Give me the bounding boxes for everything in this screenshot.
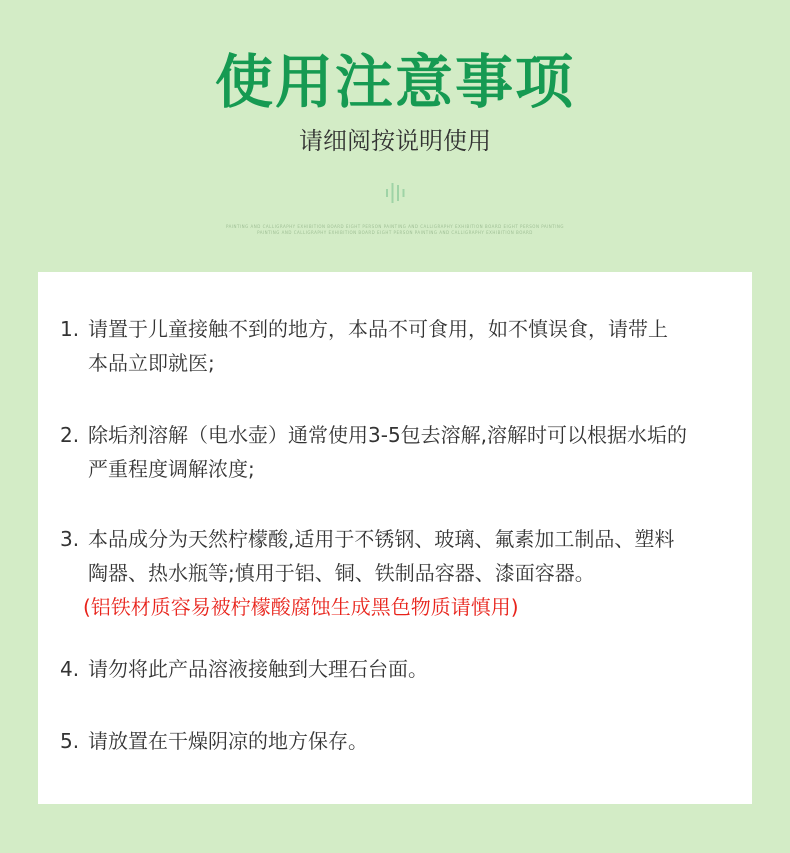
item-line: 除垢剂溶解（电水壶）通常使用3-5包去溶解,溶解时可以根据水垢的 xyxy=(88,423,688,447)
item-text xyxy=(88,724,750,758)
item-line: 本品立即就医; xyxy=(88,351,215,375)
page-title: 使用注意事项 xyxy=(214,48,575,116)
item-line: 请置于儿童接触不到的地方，本品不可食用，如不慎误食，请带上 xyxy=(88,317,668,341)
item-text xyxy=(83,522,750,624)
instruction-item-1 xyxy=(60,312,750,380)
item-number: 5. xyxy=(60,729,80,753)
item-line: 请放置在干燥阴凉的地方保存。 xyxy=(88,729,368,753)
instruction-item-2 xyxy=(60,418,750,486)
item-number: 3. xyxy=(60,527,80,551)
page-subtitle: 请细阅按说明使用 xyxy=(299,127,491,155)
fine-print-line: PAINTING AND CALLIGRAPHY EXHIBITION BOARD EIGHT PERSON PAINTING AND CALLIGRAPHY EXHIBITION BOARD xyxy=(257,230,533,235)
item-number: 2. xyxy=(60,423,80,447)
instruction-item-5 xyxy=(60,724,750,758)
instruction-item-3 xyxy=(60,522,750,624)
item-line: 严重程度调解浓度; xyxy=(88,457,255,481)
item-number: 1. xyxy=(60,317,80,341)
item-line: 本品成分为天然柠檬酸,适用于不锈钢、玻璃、氟素加工制品、塑料 xyxy=(88,527,675,551)
sound-bars-icon xyxy=(383,181,407,205)
item-line: 陶器、热水瓶等;慎用于铝、铜、铁制品容器、漆面容器。 xyxy=(88,561,595,585)
instructions-panel xyxy=(38,272,752,804)
item-text xyxy=(88,418,750,486)
item-text xyxy=(88,312,750,380)
instruction-item-4 xyxy=(60,652,750,686)
decorative-fine-print xyxy=(0,224,790,236)
item-number: 4. xyxy=(60,657,80,681)
fine-print-line: PAINTING AND CALLIGRAPHY EXHIBITION BOARD EIGHT PERSON PAINTING AND CALLIGRAPHY EXHIBITION BOARD EIGHT PERSON PAINTING xyxy=(225,224,564,229)
warning-note: (铝铁材质容易被柠檬酸腐蚀生成黑色物质请慎用) xyxy=(83,595,519,619)
item-text xyxy=(88,652,750,686)
item-line: 请勿将此产品溶液接触到大理石台面。 xyxy=(88,657,428,681)
